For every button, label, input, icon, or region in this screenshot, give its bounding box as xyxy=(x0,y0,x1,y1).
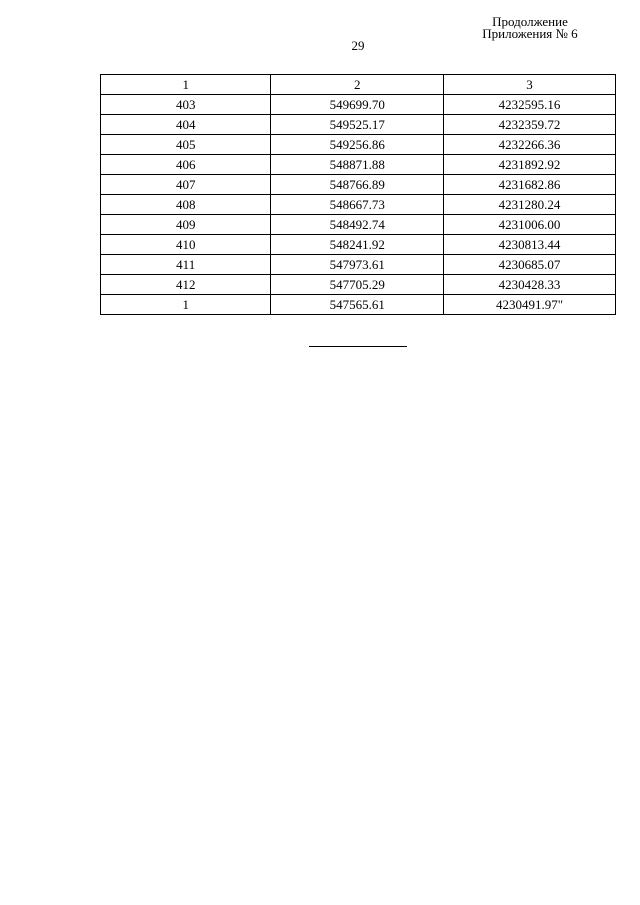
table-row xyxy=(101,175,616,195)
table-cell: 4232266.36 xyxy=(444,135,616,155)
table-cell: 548766.89 xyxy=(271,175,444,195)
page-number: 29 xyxy=(351,38,365,53)
column-header-3: 3 xyxy=(444,75,616,95)
appendix-header xyxy=(470,16,590,40)
table-cell: 4232595.16 xyxy=(444,95,616,115)
table-cell: 407 xyxy=(101,175,271,195)
table-cell: 548667.73 xyxy=(271,195,444,215)
table-cell: 4230685.07 xyxy=(444,255,616,275)
table-cell: 549699.70 xyxy=(271,95,444,115)
table-row xyxy=(101,215,616,235)
table-row xyxy=(101,235,616,255)
table-row xyxy=(101,255,616,275)
table-cell: 547973.61 xyxy=(271,255,444,275)
column-header-2: 2 xyxy=(271,75,444,95)
table-header-row xyxy=(101,75,616,95)
table-cell: 1 xyxy=(101,295,271,315)
table-cell: 408 xyxy=(101,195,271,215)
table-row xyxy=(101,135,616,155)
table-cell: 549525.17 xyxy=(271,115,444,135)
column-header-1: 1 xyxy=(101,75,271,95)
table-cell: 406 xyxy=(101,155,271,175)
table-row xyxy=(101,275,616,295)
table-body xyxy=(101,95,616,315)
table-cell: 409 xyxy=(101,215,271,235)
table-cell: 548492.74 xyxy=(271,215,444,235)
table-cell: 404 xyxy=(101,115,271,135)
table-row xyxy=(101,195,616,215)
table-cell: 410 xyxy=(101,235,271,255)
table-cell: 403 xyxy=(101,95,271,115)
table-row xyxy=(101,295,616,315)
table-cell: 547705.29 xyxy=(271,275,444,295)
table-cell: 4231006.00 xyxy=(444,215,616,235)
table-cell: 4231682.86 xyxy=(444,175,616,195)
table-cell: 4230491.97" xyxy=(444,295,616,315)
table-cell: 405 xyxy=(101,135,271,155)
table-cell: 548241.92 xyxy=(271,235,444,255)
table-cell: 549256.86 xyxy=(271,135,444,155)
table-cell: 4231280.24 xyxy=(444,195,616,215)
end-divider-line xyxy=(309,346,407,347)
table-cell: 412 xyxy=(101,275,271,295)
table-row xyxy=(101,95,616,115)
table-cell: 4230813.44 xyxy=(444,235,616,255)
header-line-continuation: Продолжение xyxy=(492,14,568,29)
coordinates-table xyxy=(100,74,616,315)
table-cell: 547565.61 xyxy=(271,295,444,315)
header-line-appendix: Приложения № 6 xyxy=(482,26,578,41)
table-cell: 411 xyxy=(101,255,271,275)
table-cell: 4232359.72 xyxy=(444,115,616,135)
table-row xyxy=(101,115,616,135)
table-cell: 548871.88 xyxy=(271,155,444,175)
table-row xyxy=(101,155,616,175)
table-cell: 4231892.92 xyxy=(444,155,616,175)
table-cell: 4230428.33 xyxy=(444,275,616,295)
